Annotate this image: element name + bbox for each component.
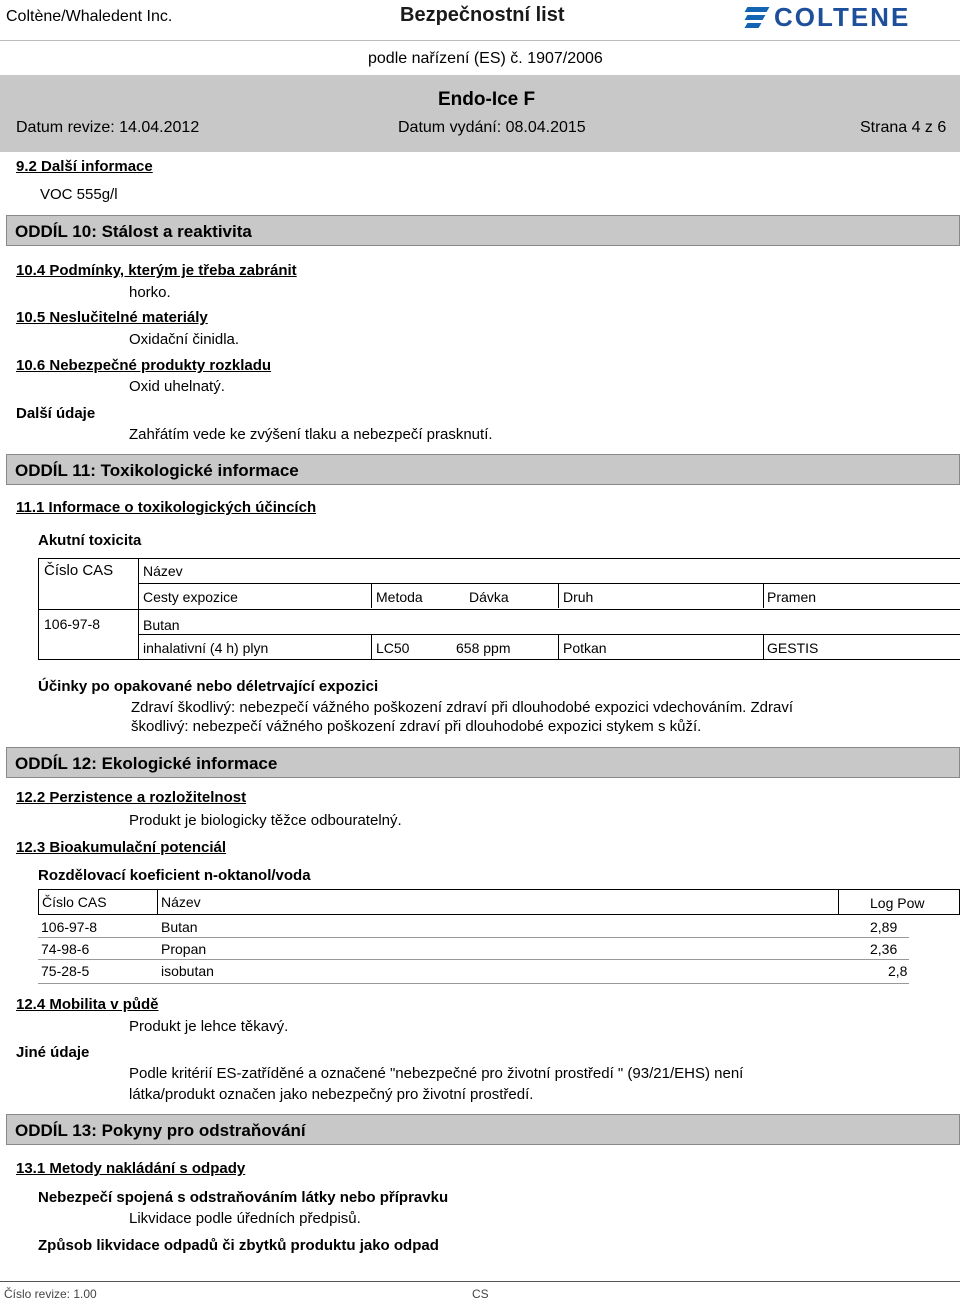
- text-other-info-2: látka/produkt označen jako nebezpečný pro životní prostředí.: [129, 1086, 534, 1103]
- tox-row-name: Butan: [143, 617, 180, 633]
- section-11-title: ODDÍL 11: Toxikologické informace: [15, 461, 299, 480]
- tox-row-method: LC50: [376, 640, 410, 656]
- disposal-danger-heading: Nebezpečí spojená s odstraňováním látky nebo přípravku: [38, 1189, 449, 1206]
- issue-date: Datum vydání: 08.04.2015: [398, 119, 586, 136]
- disposal-danger-text: Likvidace podle úředních předpisů.: [129, 1210, 361, 1227]
- text-12-4: Produkt je lehce těkavý.: [129, 1018, 289, 1035]
- text-more-info: Zahřátím vede ke zvýšení tlaku a nebezpečí prasknutí.: [129, 426, 493, 443]
- heading-10-6: 10.6 Nebezpečné produkty rozkladu: [16, 357, 272, 374]
- heading-12-3: 12.3 Bioakumulační potenciál: [16, 839, 227, 856]
- tox-col-route: Cesty expozice: [143, 589, 238, 605]
- tox-col-method: Metoda: [376, 589, 423, 605]
- section-10-title: ODDÍL 10: Stálost a reaktivita: [15, 222, 252, 241]
- tox-row-dose: 658 ppm: [456, 640, 511, 656]
- pow-row-log: 2,36: [870, 941, 898, 957]
- tox-col-source: Pramen: [767, 589, 817, 605]
- text-10-4: horko.: [129, 284, 171, 301]
- section-12-title: ODDÍL 12: Ekologické informace: [15, 754, 278, 773]
- heading-13-1: 13.1 Metody nakládání s odpady: [16, 1160, 246, 1177]
- tox-row-source: GESTIS: [767, 640, 819, 656]
- footer-language: CS: [472, 1287, 489, 1301]
- pow-row-cas: 106-97-8: [41, 919, 98, 935]
- text-12-2: Produkt je biologicky těžce odbouratelný.: [129, 812, 402, 829]
- repeat-exposure-heading: Účinky po opakované nebo déletrvající expozici: [38, 678, 379, 695]
- logo-text: COLTENE: [774, 2, 911, 32]
- koef-heading: Rozdělovací koeficient n-oktanol/voda: [38, 867, 311, 884]
- coltene-logo: [746, 2, 910, 33]
- section-11-bar: [6, 454, 960, 485]
- regulation-text: podle nařízení (ES) č. 1907/2006: [368, 50, 603, 67]
- footer-version: Číslo revize: 1.00: [4, 1287, 97, 1301]
- page-number: Strana 4 z 6: [860, 119, 947, 136]
- product-name: Endo-Ice F: [438, 89, 536, 110]
- pow-row-name: Butan: [161, 919, 198, 935]
- section-13-title: ODDÍL 13: Pokyny pro odstraňování: [15, 1121, 306, 1140]
- pow-row-cas: 75-28-5: [41, 963, 90, 979]
- section-13-bar: [6, 1114, 960, 1145]
- document-title: Bezpečnostní list: [400, 4, 565, 26]
- heading-10-5: 10.5 Neslučitelné materiály: [16, 309, 208, 326]
- heading-12-4: 12.4 Mobilita v půdě: [16, 996, 159, 1013]
- logo-stripes-icon: [746, 7, 768, 28]
- tox-row-route: inhalativní (4 h) plyn: [143, 640, 269, 656]
- tox-col-cas: Číslo CAS: [44, 562, 114, 579]
- repeat-exposure-text-1: Zdraví škodlivý: nebezpečí vážného poškození zdraví při dlouhodobé expozici vdechováním. Zdraví: [131, 699, 794, 716]
- tox-col-species: Druh: [563, 589, 594, 605]
- section-10-bar: [6, 215, 960, 246]
- disposal-method-heading: Způsob likvidace odpadů či zbytků produktu jako odpad: [38, 1237, 439, 1254]
- text-other-info-1: Podle kritérií ES-zatříděné a označené "nebezpečné pro životní prostředí " (93/21/EHS) není: [129, 1065, 744, 1082]
- pow-col-name: Název: [161, 894, 201, 910]
- pow-row-cas: 74-98-6: [41, 941, 90, 957]
- pow-row-name: Propan: [161, 941, 207, 957]
- pow-row-log: 2,89: [870, 919, 898, 935]
- product-band: [0, 75, 960, 152]
- pow-row-name: isobutan: [161, 963, 214, 979]
- repeat-exposure-text-2: škodlivý: nebezpečí vážného poškození zdraví při dlouhodobé expozici stykem s kůží.: [131, 718, 702, 735]
- tox-col-dose: Dávka: [469, 589, 509, 605]
- pow-col-log: Log Pow: [870, 895, 925, 911]
- pow-row-log: 2,8: [888, 963, 908, 979]
- heading-11-1: 11.1 Informace o toxikologických účincích: [16, 499, 317, 516]
- heading-9-2: 9.2 Další informace: [16, 158, 153, 175]
- pow-col-cas: Číslo CAS: [42, 894, 107, 910]
- heading-10-4: 10.4 Podmínky, kterým je třeba zabránit: [16, 262, 297, 279]
- tox-row-species: Potkan: [563, 640, 607, 656]
- acute-toxicity-label: Akutní toxicita: [38, 532, 142, 549]
- text-10-5: Oxidační činidla.: [129, 331, 240, 348]
- tox-row-cas: 106-97-8: [44, 616, 101, 632]
- voc-text: VOC 555g/l: [40, 186, 118, 203]
- heading-other-info: Jiné údaje: [16, 1044, 90, 1061]
- heading-12-2: 12.2 Perzistence a rozložitelnost: [16, 789, 247, 806]
- company-name: Coltène/Whaledent Inc.: [6, 8, 173, 25]
- revision-date: Datum revize: 14.04.2012: [16, 119, 200, 136]
- heading-more-info: Další údaje: [16, 405, 96, 422]
- section-12-bar: [6, 747, 960, 778]
- tox-col-name: Název: [143, 563, 183, 579]
- text-10-6: Oxid uhelnatý.: [129, 378, 225, 395]
